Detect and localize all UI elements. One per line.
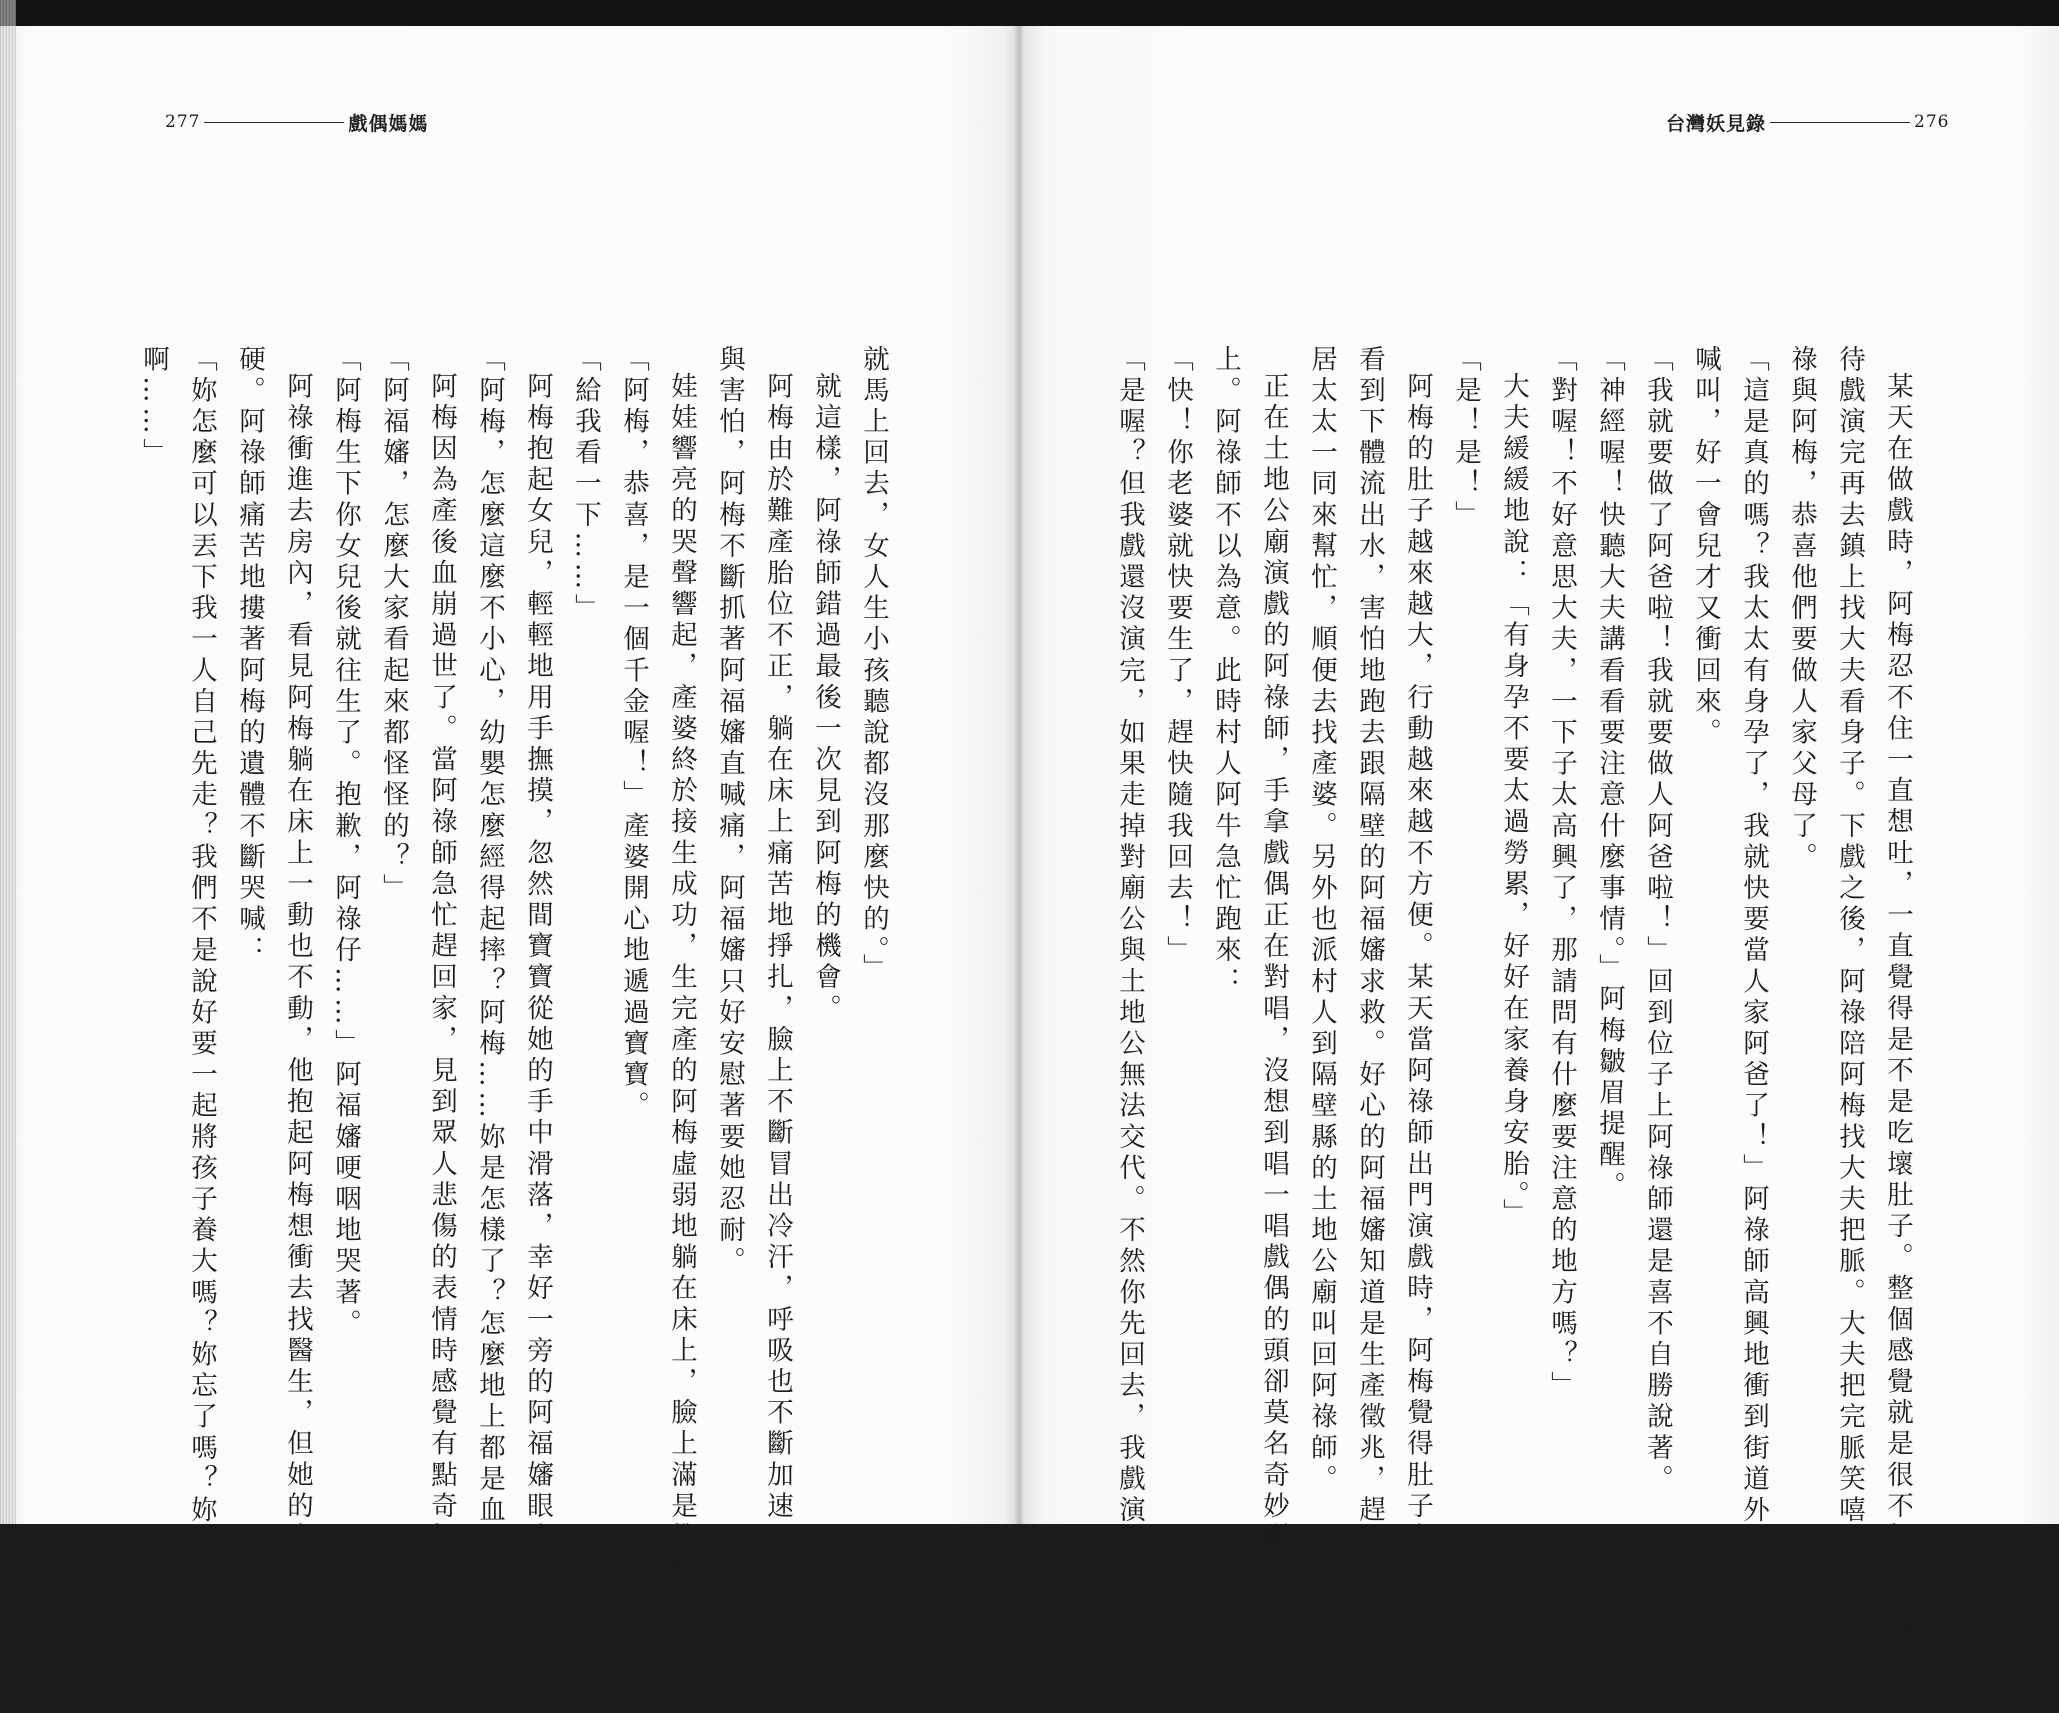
right-page-header bbox=[1666, 107, 1949, 137]
text-line: 阿梅抱起女兒，輕輕地用手撫摸，忽然間寶寶從她的手中滑落，幸好一旁的阿福嬸眼尖接住。 bbox=[522, 371, 553, 1647]
text-line: 「快！你老婆就快要生了，趕快隨我回去！」 bbox=[1162, 345, 1193, 967]
text-line: 與害怕，阿梅不斷抓著阿福嬸直喊痛，阿福嬸只好安慰著要她忍耐。 bbox=[714, 345, 745, 1278]
right-page-body bbox=[1105, 345, 1921, 1713]
text-line: 阿梅的肚子越來越大，行動越來越不方便。某天當阿祿師出門演戲時，阿梅覺得肚子有點陣痛， bbox=[1402, 371, 1433, 1678]
text-line: 「對喔！不好意思大夫，一下子太高興了，那請問有什麼要注意的地方嗎？」 bbox=[1546, 345, 1577, 1403]
text-line: 「神經喔！快聽大夫講看看要注意什麼事情。」阿梅皺眉提醒。 bbox=[1594, 345, 1625, 1203]
text-line: 「這是真的嗎？我太太有身孕了，我就快要當人家阿爸了！」阿祿師高興地衝到街道外到處嚷嚷 bbox=[1738, 345, 1769, 1652]
text-line: 喊叫，好一會兒才又衝回來。 bbox=[1690, 345, 1721, 750]
text-line: 啊……」 bbox=[138, 345, 169, 470]
text-line: 「妳怎麼可以丟下我一人自己先走？我們不是說好要一起將孩子養大嗎？妳忘了嗎？妳快點醒醒 bbox=[186, 345, 217, 1652]
left-page-number: 277 bbox=[165, 112, 201, 132]
right-running-title: 台灣妖見錄 bbox=[1666, 112, 1767, 135]
text-line: 「我就要做了阿爸啦！我就要做人阿爸啦！」回到位子上阿祿師還是喜不自勝說著。 bbox=[1642, 345, 1673, 1496]
text-line: 就這樣，阿祿師錯過最後一次見到阿梅的機會。 bbox=[810, 371, 841, 1025]
text-line: 「是！是！」 bbox=[1450, 345, 1481, 532]
header-rule bbox=[1770, 122, 1910, 123]
book-gutter bbox=[1014, 26, 1024, 1524]
text-line: 就馬上回去，女人生小孩聽說都沒那麼快的。」 bbox=[858, 345, 889, 985]
text-line: 某天在做戲時，阿梅忍不住一直想吐，一直覺得是不是吃壞肚子。整個感覺就是很不好受。她想 bbox=[1882, 371, 1913, 1678]
text-line: 硬。阿祿師痛苦地摟著阿梅的遺體不斷哭喊： bbox=[234, 345, 265, 967]
text-line: 上。阿祿師不以為意。此時村人阿牛急忙跑來： bbox=[1210, 345, 1241, 999]
left-page-header bbox=[165, 107, 428, 137]
left-running-title: 戲偶媽媽 bbox=[348, 112, 429, 135]
header-rule bbox=[204, 122, 344, 123]
text-line: 正在土地公廟演戲的阿祿師，手拿戲偶正在對唱，沒想到唱一唱戲偶的頭卻莫名奇妙斷落在地 bbox=[1258, 371, 1289, 1647]
text-line: 「阿梅生下你女兒後就往生了。抱歉，阿祿仔……」阿福嬸哽咽地哭著。 bbox=[330, 345, 361, 1341]
text-line: 阿梅因為產後血崩過世了。當阿祿師急忙趕回家，見到眾人悲傷的表情時感覺有點奇怪，便問： bbox=[426, 371, 457, 1678]
left-page-body bbox=[129, 345, 897, 1713]
right-page-number: 276 bbox=[1914, 112, 1950, 132]
text-line: 「阿梅，怎麼這麼不小心，幼嬰怎麼經得起摔？阿梅……妳是怎樣了？怎麼地上都是血？救人啊！」 bbox=[474, 345, 505, 1713]
text-line: 祿與阿梅，恭喜他們要做人家父母了。 bbox=[1786, 345, 1817, 874]
text-line: 阿祿衝進去房內，看見阿梅躺在床上一動也不動，他抱起阿梅想衝去找醫生，但她的身子已經僵 bbox=[282, 371, 313, 1678]
text-line: 居太太一同來幫忙，順便去找產婆。另外也派村人到隔壁縣的土地公廟叫回阿祿師。 bbox=[1306, 345, 1337, 1496]
text-line: 「給我看一下……」 bbox=[570, 345, 601, 625]
text-line: 待戲演完再去鎮上找大夫看身子。下戲之後，阿祿陪阿梅找大夫把脈。大夫把完脈笑嘻嘻地看著跟阿 bbox=[1834, 345, 1865, 1713]
text-line: 「阿梅，恭喜，是一個千金喔！」產婆開心地遞過寶寶。 bbox=[618, 345, 649, 1123]
scan-top-edge bbox=[0, 0, 2059, 26]
text-line: 「是喔？但我戲還沒演完，如果走掉對廟公與土地公無法交代。不然你先回去，我戲演完收好後 bbox=[1114, 345, 1145, 1652]
text-line: 娃娃響亮的哭聲響起，產婆終於接生成功，生完產的阿梅虛弱地躺在床上，臉上滿是憔悴。 bbox=[666, 371, 697, 1616]
text-line: 大夫緩緩地說：「有身孕不要太過勞累，好好在家養身安胎。」 bbox=[1498, 371, 1529, 1230]
text-line: 「阿福嬸，怎麼大家看起來都怪怪的？」 bbox=[378, 345, 409, 905]
page-stack-edge bbox=[0, 0, 16, 1524]
text-line: 看到下體流出水，害怕地跑去跟隔壁的阿福嬸求救。好心的阿福嬸知道是生產徵兆，趕緊拜託街坊鄰 bbox=[1354, 345, 1385, 1713]
text-line: 阿梅由於難產胎位不正，躺在床上痛苦地掙扎，臉上不斷冒出冷汗，呼吸也不斷加速。由於恐懼 bbox=[762, 371, 793, 1678]
